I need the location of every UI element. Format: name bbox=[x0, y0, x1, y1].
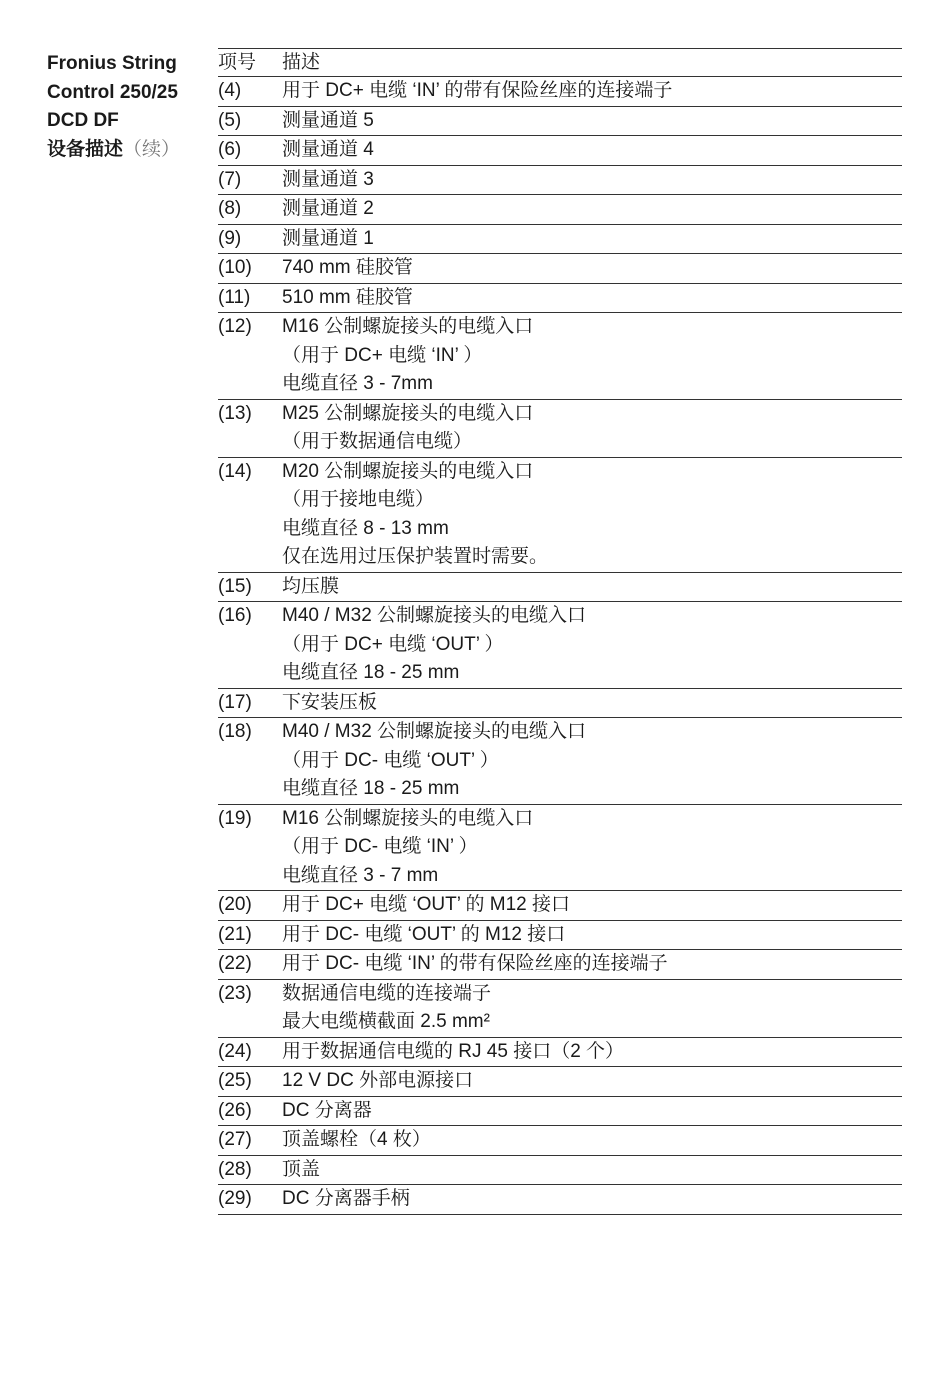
item-description bbox=[282, 283, 902, 313]
description-line: M40 / M32 公制螺旋接头的电缆入口 bbox=[282, 605, 587, 626]
item-description bbox=[282, 1126, 902, 1156]
item-description bbox=[282, 950, 902, 980]
description-line: 740 mm 硅胶管 bbox=[282, 257, 413, 278]
table-row bbox=[218, 165, 902, 195]
item-number: (7) bbox=[218, 168, 242, 190]
item-number: (24) bbox=[218, 1040, 252, 1062]
table-row bbox=[218, 457, 902, 572]
description-line: （用于接地电缆） bbox=[282, 489, 435, 510]
description-line: 电缆直径 18 - 25 mm bbox=[282, 778, 460, 799]
table-row bbox=[218, 224, 902, 254]
table-row bbox=[218, 920, 902, 950]
header-number: 项号 bbox=[218, 52, 257, 73]
item-number: (26) bbox=[218, 1099, 252, 1121]
description-line: 最大电缆横截面 2.5 mm² bbox=[282, 1011, 490, 1032]
subtitle-line bbox=[47, 136, 212, 165]
item-description bbox=[282, 77, 902, 107]
description-line: （用于 DC+ 电缆 ‘IN’ ） bbox=[282, 344, 483, 366]
table-row bbox=[218, 254, 902, 284]
item-number: (4) bbox=[218, 80, 242, 101]
table-row bbox=[218, 1037, 902, 1067]
item-number: (12) bbox=[218, 316, 252, 337]
item-description bbox=[282, 457, 902, 572]
description-line: 测量通道 4 bbox=[282, 139, 374, 160]
description-line: 电缆直径 8 - 13 mm bbox=[282, 517, 449, 539]
description-line: 测量通道 1 bbox=[282, 227, 374, 249]
description-line: M25 公制螺旋接头的电缆入口 bbox=[282, 402, 534, 424]
item-description bbox=[282, 224, 902, 254]
table-row bbox=[218, 195, 902, 225]
item-number: (13) bbox=[218, 402, 252, 424]
table-row bbox=[218, 136, 902, 166]
item-description bbox=[282, 572, 902, 602]
section-title bbox=[47, 50, 212, 164]
description-line: M16 公制螺旋接头的电缆入口 bbox=[282, 316, 534, 337]
description-line: DC 分离器 bbox=[282, 1099, 372, 1121]
table-row bbox=[218, 718, 902, 805]
item-description bbox=[282, 688, 902, 718]
description-line: 测量通道 3 bbox=[282, 168, 374, 190]
item-table bbox=[218, 48, 902, 1215]
description-line: （用于 DC- 电缆 ‘OUT’ ） bbox=[282, 749, 499, 771]
title-line-1: Fronius String bbox=[47, 53, 177, 74]
item-description bbox=[282, 920, 902, 950]
item-number: (11) bbox=[218, 286, 251, 308]
item-number: (6) bbox=[218, 139, 242, 160]
item-description bbox=[282, 1096, 902, 1126]
item-number: (20) bbox=[218, 894, 252, 915]
description-line: 510 mm 硅胶管 bbox=[282, 286, 413, 308]
item-description bbox=[282, 891, 902, 921]
description-line: M20 公制螺旋接头的电缆入口 bbox=[282, 460, 534, 482]
description-line: 顶盖 bbox=[282, 1158, 321, 1180]
table-row bbox=[218, 572, 902, 602]
title-line-3: DCD DF bbox=[47, 110, 119, 131]
item-number: (15) bbox=[218, 575, 252, 597]
item-description bbox=[282, 165, 902, 195]
table-row bbox=[218, 399, 902, 457]
item-description bbox=[282, 979, 902, 1037]
item-number: (19) bbox=[218, 807, 252, 829]
item-description bbox=[282, 1037, 902, 1067]
table-row bbox=[218, 1067, 902, 1097]
item-number: (27) bbox=[218, 1129, 252, 1150]
description-line: M40 / M32 公制螺旋接头的电缆入口 bbox=[282, 721, 587, 742]
description-line: 用于数据通信电缆的 RJ 45 接口（2 个） bbox=[282, 1040, 625, 1062]
table-row bbox=[218, 77, 902, 107]
item-description bbox=[282, 718, 902, 805]
table-row bbox=[218, 1096, 902, 1126]
item-table-container bbox=[218, 48, 902, 1215]
description-line: 用于 DC- 电缆 ‘IN’ 的带有保险丝座的连接端子 bbox=[282, 953, 668, 974]
table-row bbox=[218, 283, 902, 313]
title-line-2: Control 250/25 bbox=[47, 81, 178, 103]
item-description bbox=[282, 136, 902, 166]
description-line: 电缆直径 3 - 7mm bbox=[282, 373, 433, 394]
item-description bbox=[282, 313, 902, 400]
description-line: 测量通道 2 bbox=[282, 198, 374, 219]
description-line: 用于 DC- 电缆 ‘OUT’ 的 M12 接口 bbox=[282, 923, 566, 945]
item-number: (8) bbox=[218, 198, 242, 219]
item-number: (5) bbox=[218, 109, 242, 131]
description-line: 测量通道 5 bbox=[282, 109, 374, 131]
item-description bbox=[282, 399, 902, 457]
description-line: 仅在选用过压保护装置时需要。 bbox=[282, 546, 549, 567]
item-description bbox=[282, 602, 902, 689]
item-number: (23) bbox=[218, 982, 252, 1004]
item-number: (29) bbox=[218, 1188, 252, 1209]
table-row bbox=[218, 1185, 902, 1215]
table-header-row bbox=[218, 49, 902, 77]
table-row bbox=[218, 950, 902, 980]
item-description bbox=[282, 1185, 902, 1215]
description-line: 用于 DC+ 电缆 ‘OUT’ 的 M12 接口 bbox=[282, 894, 571, 915]
item-number: (25) bbox=[218, 1070, 252, 1091]
continued-label: （续） bbox=[123, 138, 181, 160]
item-number: (14) bbox=[218, 460, 252, 482]
item-number: (22) bbox=[218, 953, 252, 974]
description-line: （用于数据通信电缆） bbox=[282, 431, 473, 452]
table-row bbox=[218, 688, 902, 718]
description-line: （用于 DC- 电缆 ‘IN’ ） bbox=[282, 836, 478, 857]
table-row bbox=[218, 979, 902, 1037]
item-description bbox=[282, 1067, 902, 1097]
description-line: 顶盖螺栓（4 枚） bbox=[282, 1129, 431, 1150]
header-description: 描述 bbox=[282, 52, 321, 73]
description-line: M16 公制螺旋接头的电缆入口 bbox=[282, 807, 534, 829]
item-description bbox=[282, 106, 902, 136]
description-line: 电缆直径 3 - 7 mm bbox=[282, 864, 439, 886]
description-line: 用于 DC+ 电缆 ‘IN’ 的带有保险丝座的连接端子 bbox=[282, 80, 673, 101]
table-row bbox=[218, 891, 902, 921]
description-line: （用于 DC+ 电缆 ‘OUT’ ） bbox=[282, 633, 504, 655]
item-number: (10) bbox=[218, 257, 252, 278]
description-line: 电缆直径 18 - 25 mm bbox=[282, 662, 460, 683]
table-row bbox=[218, 313, 902, 400]
description-line: 12 V DC 外部电源接口 bbox=[282, 1070, 474, 1091]
description-line: 下安装压板 bbox=[282, 691, 378, 713]
item-number: (28) bbox=[218, 1158, 252, 1180]
description-line: DC 分离器手柄 bbox=[282, 1188, 410, 1209]
subtitle: 设备描述 bbox=[47, 138, 124, 160]
table-row bbox=[218, 804, 902, 891]
table-row bbox=[218, 106, 902, 136]
item-number: (18) bbox=[218, 721, 252, 742]
item-description bbox=[282, 804, 902, 891]
table-row bbox=[218, 1126, 902, 1156]
description-line: 均压膜 bbox=[282, 575, 340, 597]
description-line: 数据通信电缆的连接端子 bbox=[282, 982, 492, 1004]
item-description bbox=[282, 1155, 902, 1185]
item-number: (21) bbox=[218, 923, 252, 945]
table-row bbox=[218, 1155, 902, 1185]
item-description bbox=[282, 254, 902, 284]
table-row bbox=[218, 602, 902, 689]
item-description bbox=[282, 195, 902, 225]
item-number: (9) bbox=[218, 227, 242, 249]
item-number: (17) bbox=[218, 691, 252, 713]
item-number: (16) bbox=[218, 605, 252, 626]
